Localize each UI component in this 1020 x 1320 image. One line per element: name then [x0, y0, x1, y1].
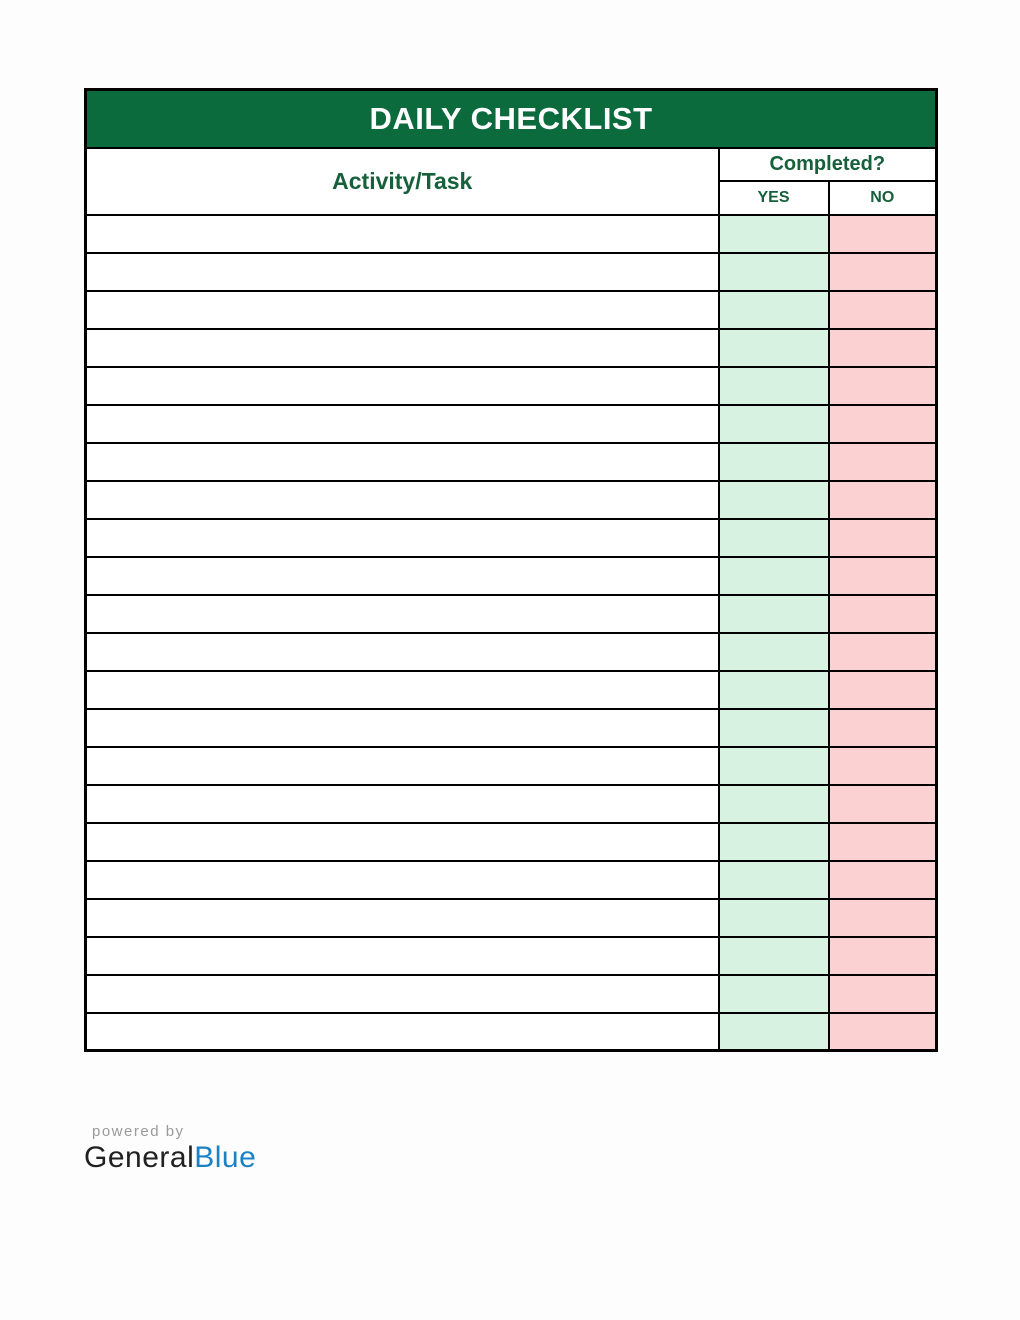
powered-by-label: powered by: [92, 1123, 185, 1140]
checklist-row: [86, 481, 937, 519]
checklist-row: [86, 709, 937, 747]
checklist-row: [86, 747, 937, 785]
no-check-cell[interactable]: [829, 747, 937, 785]
yes-check-cell[interactable]: [719, 747, 829, 785]
activity-input-cell[interactable]: [86, 557, 719, 595]
activity-input-cell[interactable]: [86, 291, 719, 329]
no-check-cell[interactable]: [829, 785, 937, 823]
checklist-row: [86, 671, 937, 709]
activity-input-cell[interactable]: [86, 405, 719, 443]
no-check-cell[interactable]: [829, 823, 937, 861]
no-check-cell[interactable]: [829, 405, 937, 443]
checklist-rows: [86, 215, 937, 1051]
no-check-cell[interactable]: [829, 367, 937, 405]
general-blue-logo: [84, 1124, 256, 1174]
checklist-row: [86, 253, 937, 291]
yes-check-cell[interactable]: [719, 899, 829, 937]
no-check-cell[interactable]: [829, 443, 937, 481]
activity-input-cell[interactable]: [86, 215, 719, 253]
checklist-row: [86, 329, 937, 367]
yes-check-cell[interactable]: [719, 823, 829, 861]
no-check-cell[interactable]: [829, 861, 937, 899]
no-check-cell[interactable]: [829, 1013, 937, 1051]
checklist-row: [86, 443, 937, 481]
no-check-cell[interactable]: [829, 329, 937, 367]
page-title: DAILY CHECKLIST: [86, 90, 937, 148]
yes-check-cell[interactable]: [719, 785, 829, 823]
no-check-cell[interactable]: [829, 291, 937, 329]
yes-check-cell[interactable]: [719, 519, 829, 557]
checklist-row: [86, 519, 937, 557]
activity-input-cell[interactable]: [86, 709, 719, 747]
activity-input-cell[interactable]: [86, 367, 719, 405]
title-row: [86, 90, 937, 148]
activity-input-cell[interactable]: [86, 329, 719, 367]
yes-check-cell[interactable]: [719, 937, 829, 975]
yes-check-cell[interactable]: [719, 443, 829, 481]
yes-check-cell[interactable]: [719, 329, 829, 367]
yes-check-cell[interactable]: [719, 367, 829, 405]
no-column-header: NO: [829, 181, 937, 215]
checklist-row: [86, 861, 937, 899]
activity-input-cell[interactable]: [86, 253, 719, 291]
activity-input-cell[interactable]: [86, 519, 719, 557]
yes-check-cell[interactable]: [719, 595, 829, 633]
checklist-row: [86, 595, 937, 633]
activity-input-cell[interactable]: [86, 937, 719, 975]
activity-input-cell[interactable]: [86, 785, 719, 823]
checklist-row: [86, 899, 937, 937]
yes-check-cell[interactable]: [719, 405, 829, 443]
checklist-row: [86, 1013, 937, 1051]
checklist-row: [86, 215, 937, 253]
activity-input-cell[interactable]: [86, 481, 719, 519]
activity-input-cell[interactable]: [86, 747, 719, 785]
checklist-row: [86, 557, 937, 595]
no-check-cell[interactable]: [829, 671, 937, 709]
checklist-row: [86, 785, 937, 823]
activity-input-cell[interactable]: [86, 633, 719, 671]
activity-input-cell[interactable]: [86, 975, 719, 1013]
yes-check-cell[interactable]: [719, 1013, 829, 1051]
checklist-row: [86, 367, 937, 405]
yes-check-cell[interactable]: [719, 253, 829, 291]
brand-name: [84, 1141, 256, 1174]
checklist-row: [86, 937, 937, 975]
no-check-cell[interactable]: [829, 937, 937, 975]
yes-check-cell[interactable]: [719, 861, 829, 899]
checklist-sheet: [84, 88, 935, 1052]
no-check-cell[interactable]: [829, 709, 937, 747]
activity-input-cell[interactable]: [86, 823, 719, 861]
yes-check-cell[interactable]: [719, 215, 829, 253]
checklist-row: [86, 405, 937, 443]
checklist-row: [86, 975, 937, 1013]
no-check-cell[interactable]: [829, 899, 937, 937]
activity-input-cell[interactable]: [86, 595, 719, 633]
activity-input-cell[interactable]: [86, 861, 719, 899]
no-check-cell[interactable]: [829, 481, 937, 519]
no-check-cell[interactable]: [829, 633, 937, 671]
yes-check-cell[interactable]: [719, 291, 829, 329]
no-check-cell[interactable]: [829, 519, 937, 557]
activity-input-cell[interactable]: [86, 443, 719, 481]
checklist-row: [86, 823, 937, 861]
activity-task-header: Activity/Task: [86, 148, 719, 215]
no-check-cell[interactable]: [829, 215, 937, 253]
header-row-top: [86, 148, 937, 181]
checklist-row: [86, 291, 937, 329]
no-check-cell[interactable]: [829, 595, 937, 633]
no-check-cell[interactable]: [829, 253, 937, 291]
activity-input-cell[interactable]: [86, 671, 719, 709]
no-check-cell[interactable]: [829, 975, 937, 1013]
completed-header: Completed?: [719, 148, 937, 181]
activity-input-cell[interactable]: [86, 899, 719, 937]
yes-check-cell[interactable]: [719, 633, 829, 671]
checklist-row: [86, 633, 937, 671]
brand-general-text: General: [84, 1140, 195, 1174]
yes-check-cell[interactable]: [719, 975, 829, 1013]
brand-blue-text: Blue: [194, 1140, 257, 1174]
yes-check-cell[interactable]: [719, 557, 829, 595]
yes-check-cell[interactable]: [719, 709, 829, 747]
activity-input-cell[interactable]: [86, 1013, 719, 1051]
yes-check-cell[interactable]: [719, 671, 829, 709]
yes-column-header: YES: [719, 181, 829, 215]
no-check-cell[interactable]: [829, 557, 937, 595]
yes-check-cell[interactable]: [719, 481, 829, 519]
daily-checklist-table: [84, 88, 938, 1052]
